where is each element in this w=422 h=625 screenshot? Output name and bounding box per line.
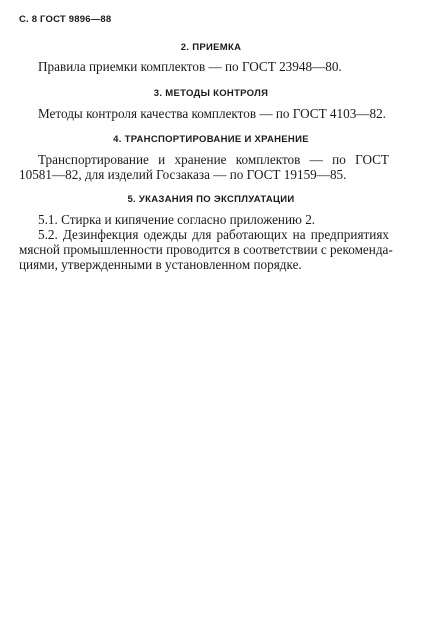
section-text-transport-line-2: 10581—82, для изделий Госзаказа — по ГОСТ 19159—85. xyxy=(19,167,347,182)
section-heading-transport-storage: 4. ТРАНСПОРТИРОВАНИЕ И ХРАНЕНИЕ xyxy=(113,134,309,145)
section-text-control-methods: Методы контроля качества комплектов — по ГОСТ 4103—82. xyxy=(38,106,386,121)
section-text-transport-line-1: Транспортирование и хранение комплектов — по ГОСТ xyxy=(38,152,389,167)
clause-5-2-line-3: циями, утвержденными в установленном порядке. xyxy=(19,257,302,272)
section-heading-acceptance: 2. ПРИЕМКА xyxy=(180,42,242,53)
clause-5-1: 5.1. Стирка и кипячение согласно приложению 2. xyxy=(38,212,316,227)
section-heading-control-methods: 3. МЕТОДЫ КОНТРОЛЯ xyxy=(153,88,269,99)
clause-5-2-line-2: мясной промышленности проводится в соответствии с рекоменда- xyxy=(19,242,393,257)
section-text-acceptance: Правила приемки комплектов — по ГОСТ 23948—80. xyxy=(38,59,342,74)
page-header: С. 8 ГОСТ 9896—88 xyxy=(19,14,112,25)
clause-5-2-line-1: 5.2. Дезинфекция одежды для работающих на предприятиях xyxy=(38,227,389,242)
section-heading-operating-instructions: 5. УКАЗАНИЯ ПО ЭКСПЛУАТАЦИИ xyxy=(127,194,295,205)
